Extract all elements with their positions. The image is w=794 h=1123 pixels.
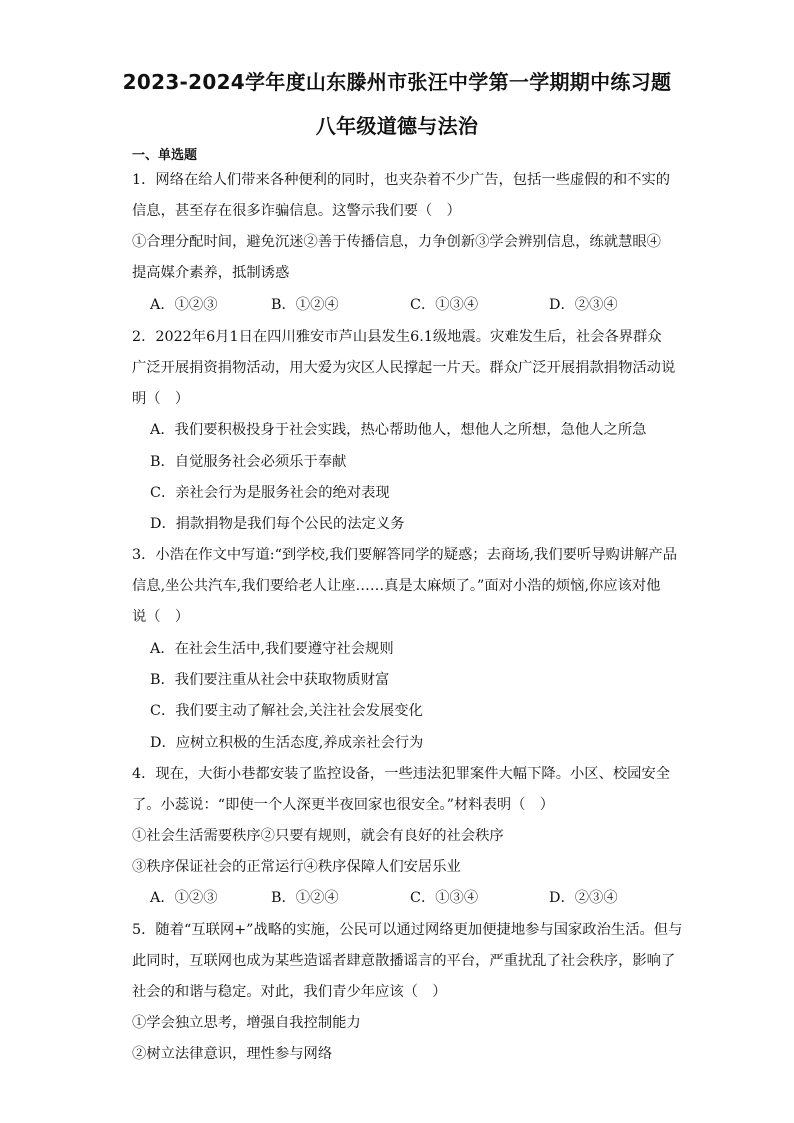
statement-line: ①社会生活需要秩序②只要有规则，就会有良好的社会秩序 <box>132 828 504 844</box>
question-text-line: 广泛开展捐资捐物活动，用大爱为灾区人民撑起一片天。群众广泛开展捐款捐物活动说 <box>132 360 676 376</box>
option-a[interactable]: A．我们要积极投身于社会实践，热心帮助他人，想他人之所想，急他人之所急 <box>150 422 647 438</box>
option-a[interactable]: A．在社会生活中,我们要遵守社会规则 <box>150 641 394 657</box>
option-a[interactable]: A．①②③ <box>150 297 218 313</box>
question-text-line: 信息,坐公共汽车,我们要给老人让座……真是太麻烦了。”面对小浩的烦恼,你应该对他 <box>132 578 661 594</box>
question-text-line: 了。小蕊说：“即使一个人深更半夜回家也很安全。”材料表明（ ） <box>132 797 555 813</box>
statement-line: ③秩序保证社会的正常运行④秩序保障人们安居乐业 <box>132 859 461 875</box>
option-a[interactable]: A．①②③ <box>150 890 218 906</box>
question-text-line: 3．小浩在作文中写道:“到学校,我们要解答同学的疑惑；去商场,我们要听导购讲解产品 <box>132 547 677 563</box>
question-text-line: 4．现在，大街小巷都安装了监控设备，一些违法犯罪案件大幅下降。小区、校园安全 <box>132 766 671 782</box>
option-d[interactable]: D．应树立积极的生活态度,养成亲社会行为 <box>150 735 424 751</box>
section-heading: 一、单选题 <box>132 148 198 163</box>
option-d[interactable]: D．捐款捐物是我们每个公民的法定义务 <box>150 516 405 532</box>
option-c[interactable]: C．①③④ <box>410 890 479 906</box>
statement-line: 提高媒介素养，抵制诱惑 <box>132 265 290 281</box>
question-text-line: 信息，甚至存在很多诈骗信息。这警示我们要（ ） <box>132 203 461 219</box>
question-text-line: 5．随着“互联网+”战略的实施，公民可以通过网络更加便捷地参与国家政治生活。但与 <box>132 922 683 938</box>
statement-line: ②树立法律意识，理性参与网络 <box>132 1046 333 1062</box>
option-d[interactable]: D．②③④ <box>549 297 618 313</box>
question-text-line: 明（ ） <box>132 391 190 407</box>
question-text-line: 2．2022年6月1日在四川雅安市芦山县发生6.1级地震。灾难发生后，社会各界群众 <box>132 329 662 345</box>
option-c[interactable]: C．亲社会行为是服务社会的绝对表现 <box>150 485 390 501</box>
option-b[interactable]: B．①②④ <box>271 297 339 313</box>
option-b[interactable]: B．①②④ <box>271 890 339 906</box>
question-text-line: 此同时，互联网也成为某些造谣者肆意散播谣言的平台，严重扰乱了社会秩序，影响了 <box>132 953 676 969</box>
question-text-line: 1．网络在给人们带来各种便利的同时，也夹杂着不少广告，包括一些虚假的和不实的 <box>132 172 671 188</box>
option-c[interactable]: C．我们要主动了解社会,关注社会发展变化 <box>150 703 423 719</box>
option-c[interactable]: C．①③④ <box>410 297 479 313</box>
option-d[interactable]: D．②③④ <box>549 890 618 906</box>
option-b[interactable]: B．自觉服务社会必须乐于奉献 <box>150 454 347 470</box>
question-text-line: 说（ ） <box>132 609 190 625</box>
exam-subtitle: 八年级道德与法治 <box>315 114 479 138</box>
question-text-line: 社会的和谐与稳定。对此，我们青少年应该（ ） <box>132 984 447 1000</box>
exam-title: 2023-2024学年度山东滕州市张汪中学第一学期期中练习题 <box>122 70 672 94</box>
statement-line: ①合理分配时间，避免沉迷②善于传播信息，力争创新③学会辨别信息，练就慧眼④ <box>132 234 661 250</box>
option-b[interactable]: B．我们要注重从社会中获取物质财富 <box>150 672 390 688</box>
statement-line: ①学会独立思考，增强自我控制能力 <box>132 1015 361 1031</box>
